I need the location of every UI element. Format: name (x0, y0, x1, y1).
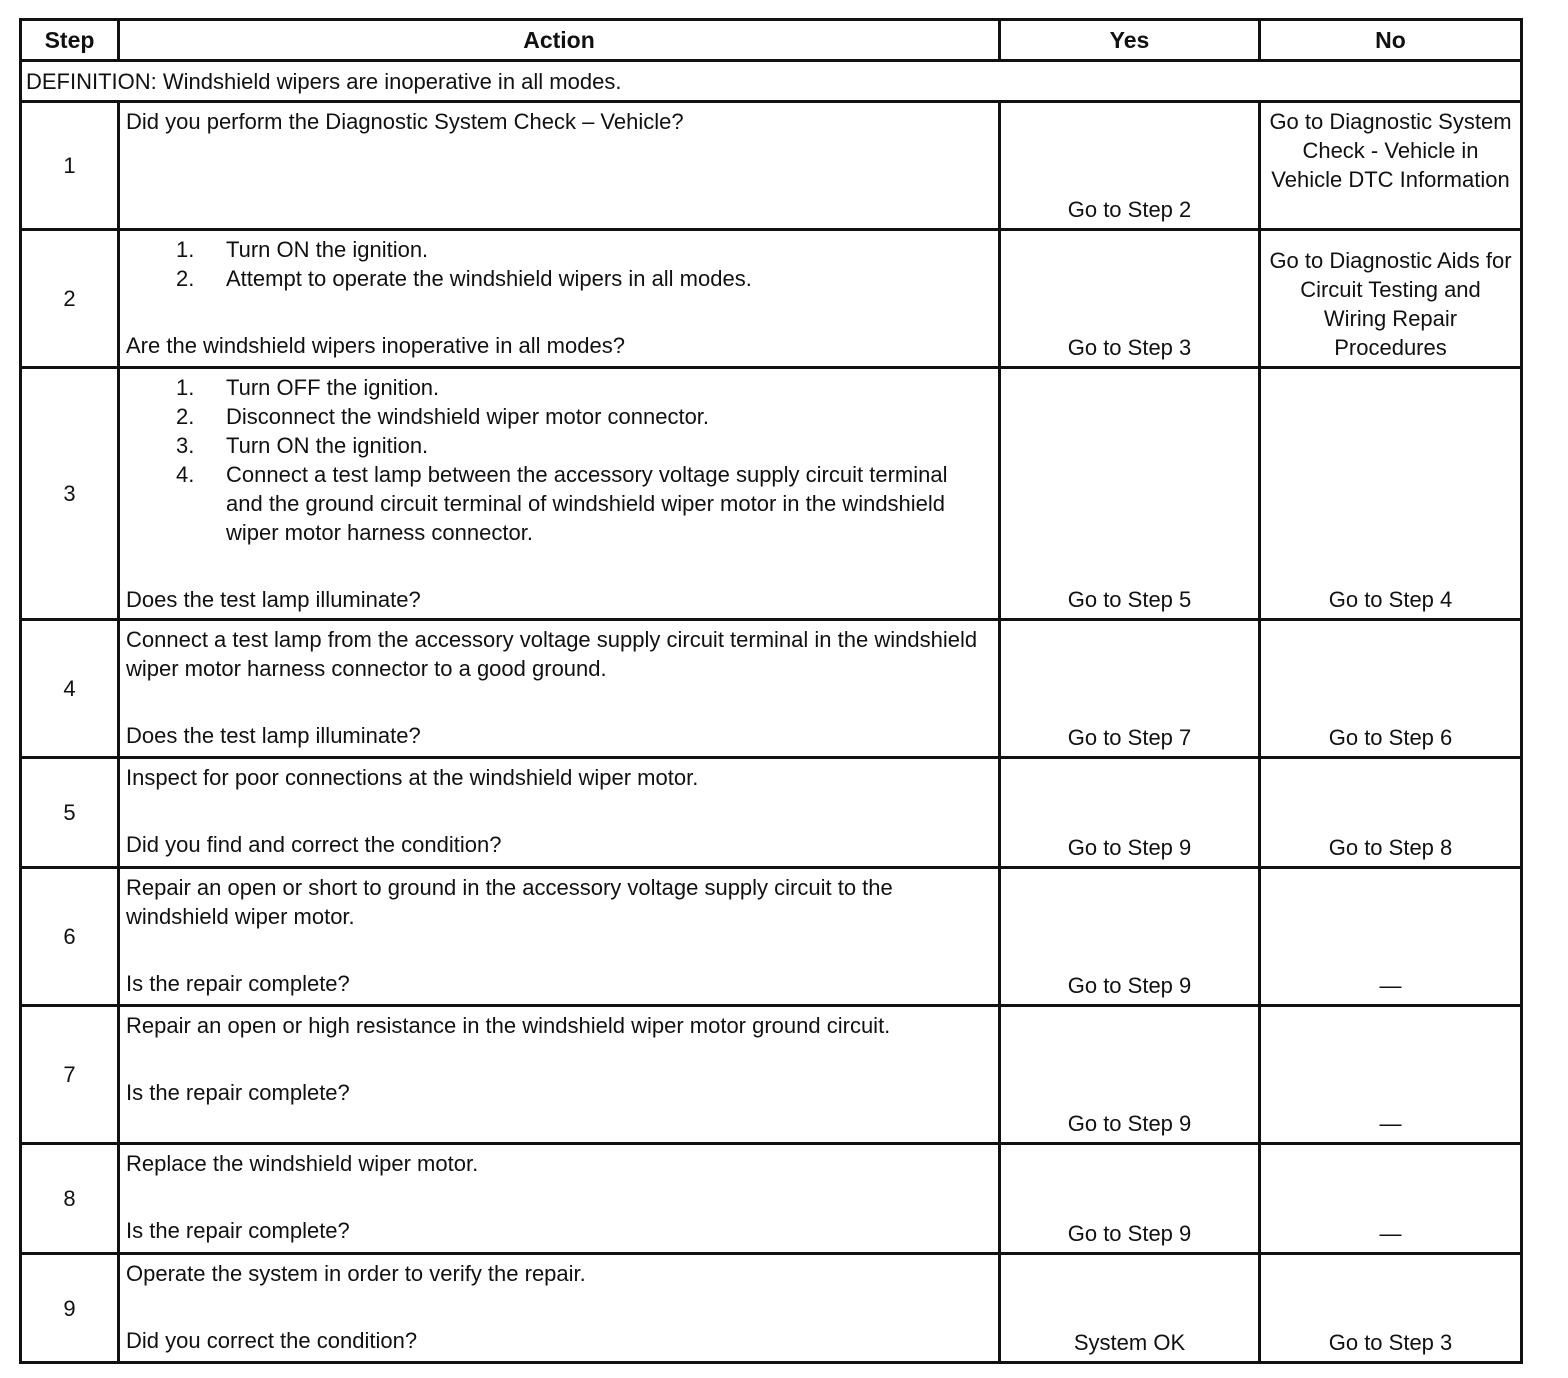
no-cell: Go to Diagnostic Aids for Circuit Testing and Wiring Repair Procedures (1260, 230, 1522, 368)
action-cell (119, 620, 1000, 758)
step-number: 4 (21, 620, 119, 758)
yes-cell: Go to Step 2 (1000, 102, 1260, 230)
diagnostic-table (19, 18, 1523, 1364)
table-row (21, 230, 1522, 368)
yes-cell: Go to Step 9 (1000, 1144, 1260, 1254)
action-question: Does the test lamp illuminate? (126, 723, 421, 748)
no-cell: Go to Step 6 (1260, 620, 1522, 758)
step-number: 5 (21, 758, 119, 868)
action-cell (119, 102, 1000, 230)
action-text: Replace the windshield wiper motor. (126, 1151, 479, 1176)
header-action: Action (119, 20, 1000, 61)
action-cell (119, 1006, 1000, 1144)
table-row (21, 102, 1522, 230)
step-number: 8 (21, 1144, 119, 1254)
list-item: 4. Connect a test lamp between the accessory voltage supply circuit terminal and the ground circuit terminal of windshield wiper motor in the windshield wiper motor harness connector. (176, 462, 948, 545)
list-item: 2. Attempt to operate the windshield wipers in all modes. (176, 266, 752, 291)
table-row (21, 1006, 1522, 1144)
step-number: 3 (21, 368, 119, 620)
list-item: 1. Turn ON the ignition. (176, 237, 429, 262)
no-cell: Go to Step 4 (1260, 368, 1522, 620)
header-no: No (1260, 20, 1522, 61)
action-cell (119, 368, 1000, 620)
table-row (21, 758, 1522, 868)
table-row (21, 1144, 1522, 1254)
table-row (21, 868, 1522, 1006)
list-item: 2. Disconnect the windshield wiper motor connector. (176, 404, 710, 429)
no-cell: — (1260, 1144, 1522, 1254)
definition-row (21, 61, 1522, 102)
step-number: 1 (21, 102, 119, 230)
list-item: 3. Turn ON the ignition. (176, 433, 429, 458)
table-row (21, 620, 1522, 758)
step-number: 6 (21, 868, 119, 1006)
action-cell (119, 758, 1000, 868)
no-cell: Go to Step 8 (1260, 758, 1522, 868)
action-question: Did you find and correct the condition? (126, 832, 502, 857)
yes-cell: Go to Step 9 (1000, 758, 1260, 868)
action-text: Connect a test lamp from the accessory voltage supply circuit terminal in the windshield wiper motor harness connector to a good ground. (126, 627, 978, 681)
table-row (21, 1254, 1522, 1363)
header-row (21, 20, 1522, 61)
yes-cell: Go to Step 7 (1000, 620, 1260, 758)
action-question: Did you correct the condition? (126, 1328, 418, 1353)
header-yes: Yes (1000, 20, 1260, 61)
action-text: Repair an open or high resistance in the windshield wiper motor ground circuit. (126, 1013, 891, 1038)
yes-cell: System OK (1000, 1254, 1260, 1363)
yes-cell: Go to Step 3 (1000, 230, 1260, 368)
action-cell (119, 868, 1000, 1006)
step-number: 9 (21, 1254, 119, 1363)
action-text: Operate the system in order to verify the repair. (126, 1261, 586, 1286)
action-question: Is the repair complete? (126, 1218, 350, 1243)
action-question: Is the repair complete? (126, 1080, 350, 1105)
action-list (126, 235, 990, 293)
yes-cell: Go to Step 9 (1000, 868, 1260, 1006)
step-number: 7 (21, 1006, 119, 1144)
no-cell: Go to Step 3 (1260, 1254, 1522, 1363)
action-question: Is the repair complete? (126, 971, 350, 996)
action-cell (119, 1144, 1000, 1254)
list-item: 1. Turn OFF the ignition. (176, 375, 440, 400)
action-cell (119, 230, 1000, 368)
action-text: Inspect for poor connections at the windshield wiper motor. (126, 765, 699, 790)
table-row (21, 368, 1522, 620)
action-question: Does the test lamp illuminate? (126, 587, 421, 612)
action-cell (119, 1254, 1000, 1363)
definition-text: DEFINITION: Windshield wipers are inoperative in all modes. (21, 61, 1522, 102)
step-number: 2 (21, 230, 119, 368)
action-list (126, 373, 990, 547)
action-question: Are the windshield wipers inoperative in all modes? (126, 333, 625, 358)
header-step: Step (21, 20, 119, 61)
action-text: Did you perform the Diagnostic System Check – Vehicle? (126, 109, 684, 134)
yes-cell: Go to Step 5 (1000, 368, 1260, 620)
yes-cell: Go to Step 9 (1000, 1006, 1260, 1144)
no-cell: — (1260, 868, 1522, 1006)
action-text: Repair an open or short to ground in the accessory voltage supply circuit to the windshield wiper motor. (126, 875, 893, 929)
no-cell: Go to Diagnostic System Check - Vehicle in Vehicle DTC Information (1260, 102, 1522, 230)
no-cell: — (1260, 1006, 1522, 1144)
